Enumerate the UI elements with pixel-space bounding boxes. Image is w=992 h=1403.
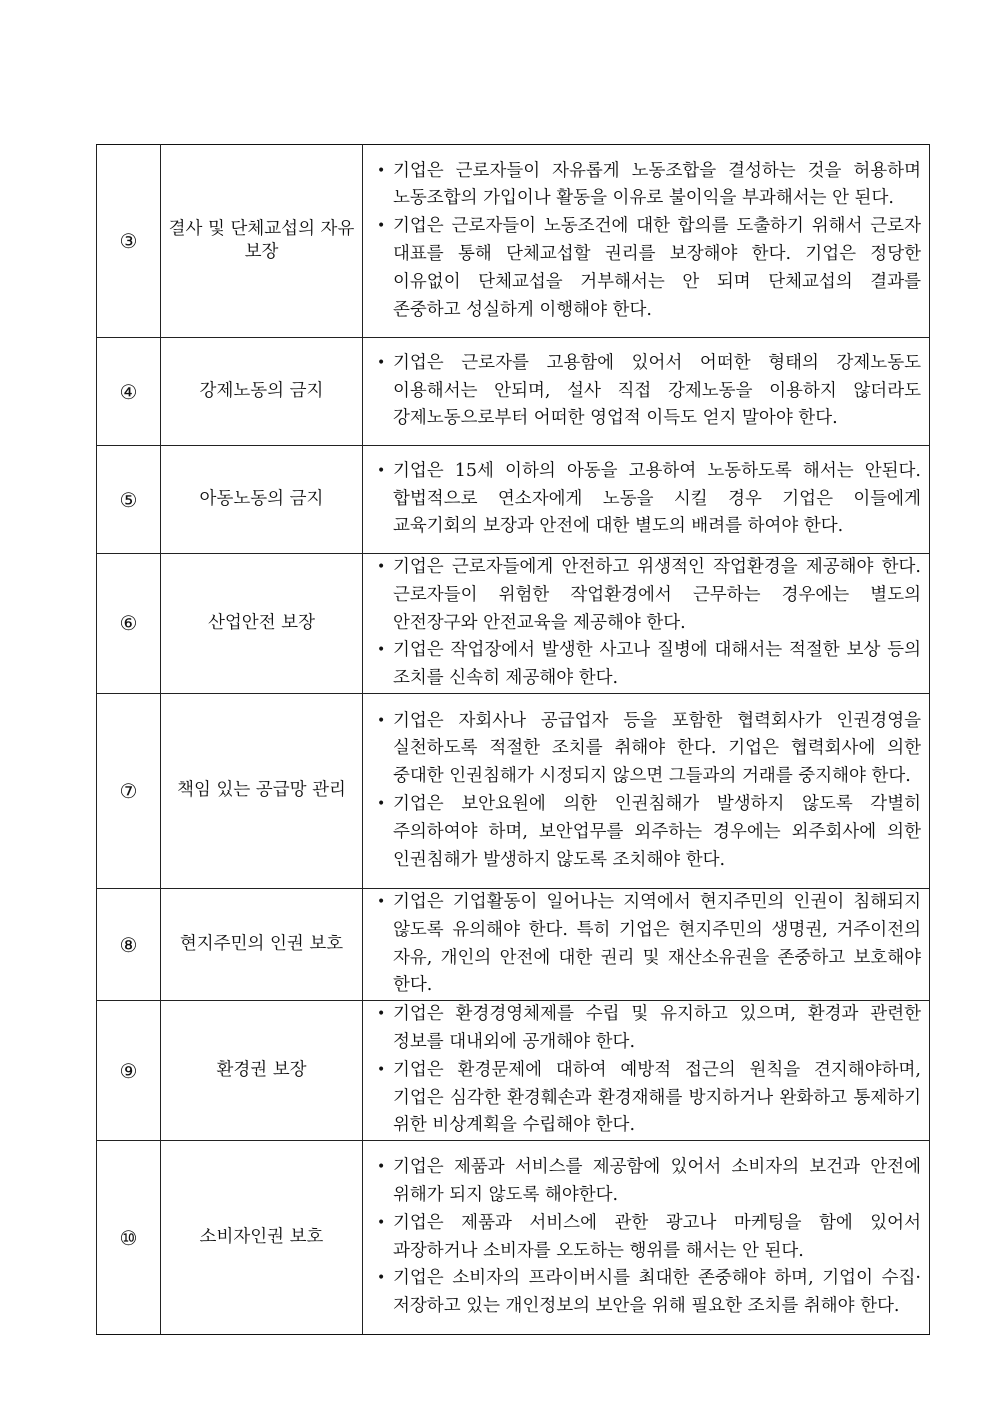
bullet-icon: • — [377, 462, 386, 479]
table-row — [97, 554, 930, 694]
bullet-item: • 기업은 근로자들이 자유롭게 노동조합을 결성하는 것을 허용하며 노동조합의 가입이나 활동을 이유로 불이익을 부과해서는 안 된다. — [373, 158, 921, 214]
bullet-item: • 기업은 기업활동이 일어나는 지역에서 현지주민의 인권이 침해되지 않도록 유의해야 한다. 특히 기업은 현지주민의 생명권, 거주이전의 자유, 개인의 안전에 대한 권리 및 재산소유권을 존중하고 보호해야 한다. — [373, 889, 921, 1000]
bullet-item: • 기업은 15세 이하의 아동을 고용하여 노동하도록 해서는 안된다. 합법적으로 연소자에게 노동을 시킬 경우 기업은 이들에게 교육기회의 보장과 안전에 대한 별도의 배려를 하여야 한다. — [373, 458, 921, 541]
row-description — [363, 554, 930, 694]
row-number: ⑧ — [97, 888, 161, 1000]
row-description — [363, 145, 930, 338]
table-row — [97, 1001, 930, 1141]
row-number: ⑦ — [97, 693, 161, 888]
bullet-item: • 기업은 제품과 서비스에 관한 광고나 마케팅을 함에 있어서 과장하거나 소비자를 오도하는 행위를 해서는 안 된다. — [373, 1210, 921, 1266]
row-description — [363, 1001, 930, 1141]
bullet-icon: • — [377, 712, 386, 729]
bullet-item: • 기업은 근로자들에게 안전하고 위생적인 작업환경을 제공해야 한다. 근로자들이 위험한 작업환경에서 근무하는 경우에는 별도의 안전장구와 안전교육을 제공해야 한다. — [373, 554, 921, 637]
bullet-item: • 기업은 근로자들이 노동조건에 대한 합의를 도출하기 위해서 근로자 대표를 통해 단체교섭할 권리를 보장해야 한다. 기업은 정당한 이유없이 단체교섭을 거부해서는 안 되며 단체교섭의 결과를 존중하고 성실하게 이행해야 한다. — [373, 213, 921, 324]
row-title: 책임 있는 공급망 관리 — [161, 693, 363, 888]
bullet-item: • 기업은 자회사나 공급업자 등을 포함한 협력회사가 인권경영을 실천하도록 적절한 조치를 취해야 한다. 기업은 협력회사에 의한 중대한 인권침해가 시정되지 않으면 그들과의 거래를 중지해야 한다. — [373, 708, 921, 791]
row-number: ③ — [97, 145, 161, 338]
principles-table — [96, 144, 930, 1335]
row-description — [363, 446, 930, 554]
table-row — [97, 446, 930, 554]
row-title: 현지주민의 인권 보호 — [161, 888, 363, 1000]
bullet-item: • 기업은 작업장에서 발생한 사고나 질병에 대해서는 적절한 보상 등의 조치를 신속히 제공해야 한다. — [373, 637, 921, 693]
bullet-item: • 기업은 근로자를 고용함에 있어서 어떠한 형태의 강제노동도 이용해서는 안되며, 설사 직접 강제노동을 이용하지 않더라도 강제노동으로부터 어떠한 영업적 이득도 얻지 말아야 한다. — [373, 350, 921, 433]
table-row — [97, 145, 930, 338]
bullet-icon: • — [377, 893, 386, 910]
table-row — [97, 1141, 930, 1335]
bullet-icon: • — [377, 642, 386, 659]
bullet-item: • 기업은 환경경영체제를 수립 및 유지하고 있으며, 환경과 관련한 정보를 대내외에 공개해야 한다. — [373, 1001, 921, 1057]
bullet-item: • 기업은 제품과 서비스를 제공함에 있어서 소비자의 보건과 안전에 위해가 되지 않도록 해야한다. — [373, 1154, 921, 1210]
row-title: 소비자인권 보호 — [161, 1141, 363, 1335]
row-number: ④ — [97, 338, 161, 446]
bullet-icon: • — [377, 218, 386, 235]
row-title: 산업안전 보장 — [161, 554, 363, 694]
table-row — [97, 888, 930, 1000]
bullet-icon: • — [377, 354, 386, 371]
row-description — [363, 1141, 930, 1335]
row-title: 환경권 보장 — [161, 1001, 363, 1141]
bullet-icon: • — [377, 1214, 386, 1231]
bullet-icon: • — [377, 559, 386, 575]
bullet-item: • 기업은 환경문제에 대하여 예방적 접근의 원칙을 견지해야하며, 기업은 심각한 환경훼손과 환경재해를 방지하거나 완화하고 통제하기 위한 비상계획을 수립해야 한다. — [373, 1057, 921, 1140]
row-number: ⑨ — [97, 1001, 161, 1141]
row-description — [363, 693, 930, 888]
row-number: ⑩ — [97, 1141, 161, 1335]
row-title: 강제노동의 금지 — [161, 338, 363, 446]
bullet-icon: • — [377, 1159, 386, 1176]
bullet-icon: • — [377, 162, 386, 179]
bullet-icon: • — [377, 1061, 386, 1078]
table-row — [97, 693, 930, 888]
table-row — [97, 338, 930, 446]
bullet-icon: • — [377, 1270, 386, 1287]
bullet-icon: • — [377, 1006, 386, 1023]
row-description — [363, 338, 930, 446]
bullet-icon: • — [377, 795, 386, 812]
bullet-item: • 기업은 소비자의 프라이버시를 최대한 존중해야 하며, 기업이 수집·저장하고 있는 개인정보의 보안을 위해 필요한 조치를 취해야 한다. — [373, 1265, 921, 1321]
row-title: 아동노동의 금지 — [161, 446, 363, 554]
row-title: 결사 및 단체교섭의 자유 보장 — [161, 145, 363, 338]
bullet-item: • 기업은 보안요원에 의한 인권침해가 발생하지 않도록 각별히 주의하여야 하며, 보안업무를 외주하는 경우에는 외주회사에 의한 인권침해가 발생하지 않도록 조치해야 한다. — [373, 791, 921, 874]
row-description — [363, 888, 930, 1000]
row-number: ⑤ — [97, 446, 161, 554]
row-number: ⑥ — [97, 554, 161, 694]
